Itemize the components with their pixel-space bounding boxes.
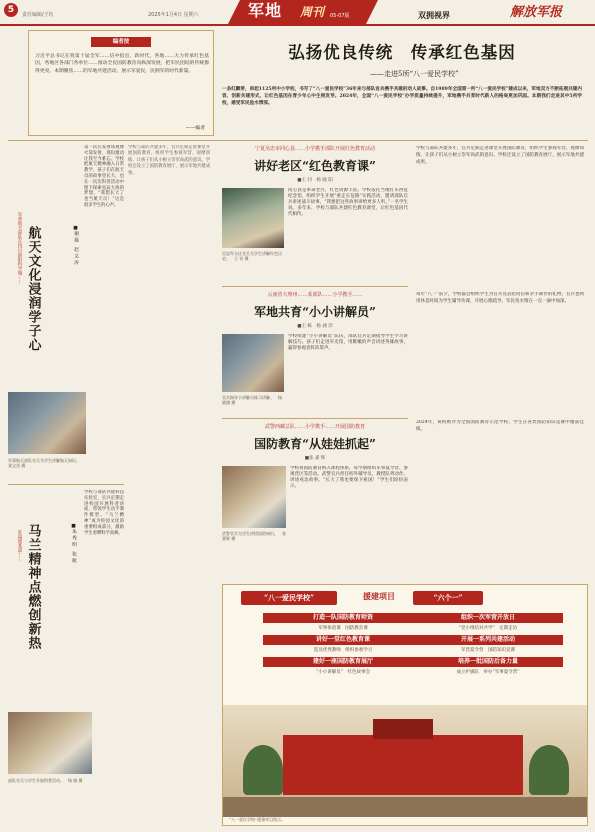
infographic-subitem: 军营夏令营 国防知识竞赛 — [461, 648, 515, 653]
center-story2-body: 学校组建“小小讲解员”队伍，部队官兵定期指导学生学习讲解技巧。孩子们走进军史馆，用稚嫩的声音讲述英雄故事，赢得参观者阵阵掌声。 — [288, 334, 408, 352]
section-divider — [8, 140, 588, 141]
infographic-title-left: “八一爱民学校” — [241, 591, 337, 605]
page-number: 5 — [4, 3, 18, 17]
issue-date: 2025年1月4日 星期六 — [148, 12, 199, 18]
center-story1-kicker: 宁夏吴忠市同心县……小学携手部队开展红色教育活动 — [254, 146, 375, 152]
infographic-panel — [222, 584, 588, 826]
left-story2-caption: 部队官兵与学生开展科普活动。 杨 晓 摄 — [8, 778, 83, 783]
infographic-caption: “八一爱民学校”援建项目图示。 — [229, 817, 286, 822]
lead-subheadline: ——走进5所“八一爱民学校” — [370, 70, 459, 78]
infographic-item: 组织一次军营开放日 — [413, 613, 563, 623]
left-story2-byline: ■朱 秀 明 张 航 — [71, 524, 76, 563]
right-column-mid: 每年“八一”前夕，学校都会组织学生为官兵送去慰问信和亲手制作的礼物。官兵也利用休息时间为学生辅导功课，开展心理疏导，军民鱼水情在一点一滴中加深。 — [416, 292, 584, 304]
infographic-item: 打造一队国防教育师资 — [263, 613, 423, 623]
infographic-title-mid: 援建项目 — [363, 591, 395, 601]
editor-credit: 责任编辑/王钰 — [22, 12, 54, 18]
school-tower — [373, 719, 433, 739]
center-story2-caption: 官兵指导小讲解员练习讲解。 杨晓涵 摄 — [222, 395, 282, 406]
ground — [223, 797, 587, 817]
infographic-subitem: “党小组结对共学” 定期走访 — [458, 626, 518, 631]
infographic-item: 建好一座国防教育展厅 — [263, 657, 423, 667]
center-story3-byline: ■张 嘉 辉 — [304, 456, 326, 461]
school-illustration — [223, 705, 587, 817]
infographic-item: 讲好一堂红色教育课 — [263, 635, 423, 645]
infographic-title-right: “六个一” — [413, 591, 483, 605]
infographic-item: 培养一批国防后备力量 — [413, 657, 563, 667]
editor-note-body: 习近平总书记在致第十届全军……信中指出，新时代，各地……大力传承红色基因，各地区各部门各单位……推动全民国防教育向纵深发展，把军民团结的传统擦得更亮。本期聚焦……的军地共建活动，展示军爱民、民拥军的时代新篇。 — [35, 54, 209, 74]
editor-note-title: 编者按 — [91, 37, 151, 47]
right-column-bottom: 2024年，该校被评为全国国防教育示范学校，学生在各类国防知识竞赛中屡获佳绩。 — [416, 420, 584, 432]
center-story1-byline: ■王 钊 杨 晓 阳 — [297, 178, 333, 183]
left-story2-body: 学校与部队共建科技实验室，官兵定期走进校园开展科普讲座，带领学生动手制作模型。“马兰精神”成为校园文化的重要组成部分，激励学生勇攀科学高峰。 — [84, 490, 124, 536]
lead-intro: 一条红飘带，串起1125所中小学校，书写了“八一爱民学校”36年来与部队官兵携手共建的动人故事。自1989年全国第一所“八一爱民学校”建成以来，军地双方不断拓展共建内容、创新共建形式，让红色基因在青少年心中生根发芽。2024年，全国“八一爱民学校”办学质量持续提升，军地携手共育时代新人的格局更加巩固。本期我们走进其中5所学校，感受军民鱼水情深。 — [222, 87, 582, 107]
section-name: 双拥视界 — [418, 10, 450, 20]
infographic-list-right — [413, 613, 563, 679]
center-story2-kicker: 云南省大理州……某部队……小学携手…… — [267, 292, 363, 298]
tree-icon — [243, 745, 283, 795]
left-story2-label: 驻福建某部…… — [17, 530, 22, 562]
center-story1-body: 同心县是革命老区，红色资源丰富。学校依托当地红军西征纪念馆，组织学生开展“重走长征路”实践活动，邀请部队官兵讲述战斗故事。“我要把这些故事讲给更多人听。”一名学生说。多年来，学校与部队共建红色教育课堂，让红色基因代代相传。 — [288, 188, 408, 218]
center-divider-1 — [222, 286, 408, 287]
center-story1-headline: 讲好老区“红色教育课” — [254, 159, 376, 173]
left-divider — [8, 484, 124, 485]
lead-headline: 弘扬优良传统 传承红色基因 — [288, 43, 516, 62]
left-story1-caption: 军事航天部队官兵为学生讲解航天知识。 张宝良 摄 — [8, 458, 84, 469]
center-story2-headline: 军地共育“小小讲解员” — [254, 305, 376, 319]
left-story1-headline: 航天文化浸润学子心 — [25, 226, 41, 352]
editor-note-byline: ——编者 — [185, 125, 205, 131]
center-story3-caption: 武警官兵为学生讲授国防知识。 张嘉辉 摄 — [222, 531, 286, 542]
center-story3-headline: 国防教育“从娃娃抓起” — [254, 437, 376, 451]
column-text-block: 学校与部队共建多年，官兵定期走进课堂开展国防教育，组织学生参观军营、观摩训练，让孩子们从小树立崇军尚武的意识。学校还设立了国防教育展厅，展示军地共建成果。 — [128, 145, 210, 176]
editor-note-box — [28, 30, 214, 136]
infographic-subitem: 选送优秀教师 组织参观学习 — [313, 648, 373, 653]
school-building — [283, 735, 523, 795]
banner-pages: 05-07版 — [330, 13, 350, 19]
left-story1-body: 第一次在发射场观摩火箭发射，那份激动让我至今难忘。学校把航天精神融入日常教学，孩子们在航天员的故事里长大，也在一次次科普活动中埋下探索星辰大海的梦想。“我想长大了也当航天员！”这是很多学生的心声。 — [84, 145, 124, 208]
center-story3-photo — [222, 466, 286, 528]
left-story2-photo — [8, 712, 92, 774]
tree-icon — [529, 745, 569, 795]
banner-subtitle: 周刊 — [300, 5, 325, 19]
right-column-top: 学校与部队共建多年，官兵定期走进课堂开展国防教育，组织学生参观军营、观摩训练，让孩子们从小树立崇军尚武的意识。学校还设立了国防教育展厅，展示军地共建成果。 — [416, 146, 584, 165]
infographic-item: 开展一系列共建活动 — [413, 635, 563, 645]
left-story1-label: 军事航天部队在四川绵阳科学城…… — [17, 212, 22, 284]
center-divider-2 — [222, 418, 408, 419]
center-story2-photo — [222, 334, 284, 392]
infographic-subitem: “小小讲解员” 红色故事会 — [315, 670, 371, 675]
infographic-subitem: 成立护旗队 举办“军事夏令营” — [456, 670, 520, 675]
banner-title: 军地 — [248, 1, 283, 20]
infographic-list — [263, 613, 423, 679]
left-story1-photo — [8, 392, 86, 454]
left-story1-byline: ■谢 磊 赵 文 涛 — [73, 226, 78, 265]
infographic-subitem: 军事体验课 国防教育课 — [318, 626, 368, 631]
center-story3-body: 学校将国防教育纳入课程体系，每学期组织军事夏令营、参观营区等活动。武警官兵担任校外辅导员，教授队列动作，讲述戍边故事。“长大了我也要保卫祖国！”学生们纷纷表示。 — [290, 466, 408, 490]
center-story1-caption: 吴忠军分区官兵为学生讲解红色历史。 王 钊 摄 — [222, 251, 282, 262]
left-story2-headline: 马兰精神点燃创新热 — [25, 524, 41, 650]
center-story2-byline: ■王 栋 杨 涵 洋 — [297, 324, 333, 329]
center-story3-kicker: 武警西藏总队……小学携手……开展国防教育 — [264, 424, 365, 430]
center-story1-photo — [222, 188, 284, 248]
newspaper-logo: 解放军报 — [510, 5, 563, 20]
